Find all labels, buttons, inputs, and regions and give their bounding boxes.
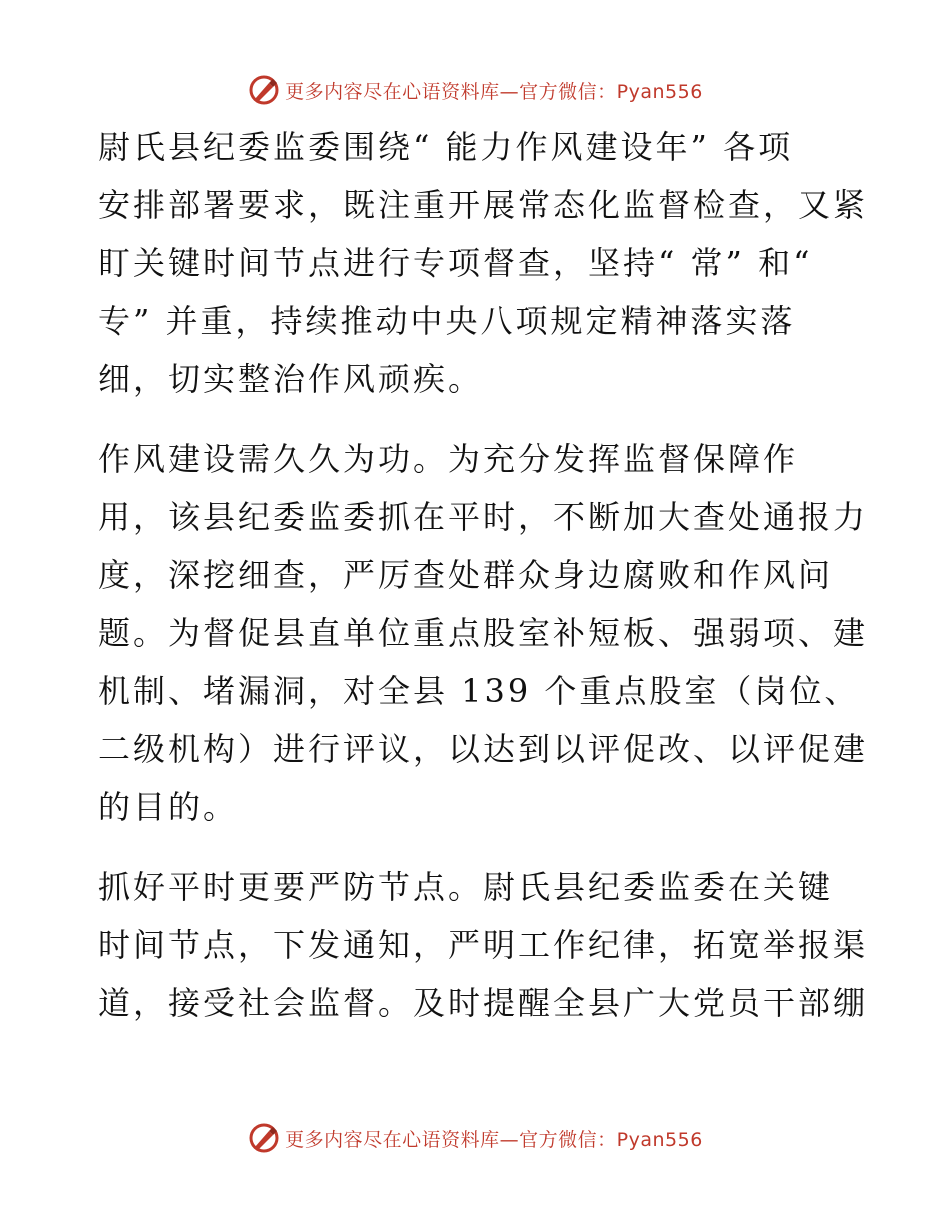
paragraph-1 — [98, 118, 869, 408]
text-line: 机制、堵漏洞，对全县 139 个重点股室（岗位、 — [98, 672, 860, 710]
paragraph-3 — [98, 858, 869, 1032]
header-banner-text — [285, 77, 703, 104]
header-banner-wechat: Pyan556 — [616, 80, 703, 103]
pen-logo-icon — [247, 1121, 281, 1155]
text-line: 作风建设需久久为功。为充分发挥监督保障作 — [98, 440, 799, 478]
header-banner — [0, 70, 950, 110]
paragraph-2 — [98, 430, 869, 836]
text-line: 用，该县纪委监委抓在平时，不断加大查处通报力 — [98, 498, 869, 536]
text-line: 二级机构）进行评议，以达到以评促改、以评促建 — [98, 730, 869, 768]
text-line: 尉氏县纪委监委围绕“ 能力作风建设年” 各项 — [98, 128, 794, 166]
article-body — [98, 118, 869, 1054]
header-banner-label: 更多内容尽在心语资料库—官方微信： — [285, 80, 617, 103]
text-line: 抓好平时更要严防节点。尉氏县纪委监委在关键 — [98, 868, 834, 906]
footer-banner-label: 更多内容尽在心语资料库—官方微信： — [285, 1128, 617, 1151]
text-line: 的目的。 — [98, 788, 239, 826]
text-line: 题。为督促县直单位重点股室补短板、强弱项、建 — [98, 614, 869, 652]
footer-banner-text — [285, 1125, 703, 1152]
text-line: 度，深挖细查，严厉查处群众身边腐败和作风问 — [98, 556, 834, 594]
footer-banner — [0, 1118, 950, 1158]
text-line: 专” 并重，持续推动中央八项规定精神落实落 — [98, 302, 796, 340]
text-line: 盯关键时间节点进行专项督查，坚持“ 常” 和“ — [98, 244, 813, 282]
text-line: 细，切实整治作风顽疾。 — [98, 360, 484, 398]
header-banner-inner — [247, 73, 703, 107]
text-line: 安排部署要求，既注重开展常态化监督检查，又紧 — [98, 186, 869, 224]
text-line: 道，接受社会监督。及时提醒全县广大党员干部绷 — [98, 984, 869, 1022]
text-line: 时间节点，下发通知，严明工作纪律，拓宽举报渠 — [98, 926, 869, 964]
footer-banner-inner — [247, 1121, 703, 1155]
footer-banner-wechat: Pyan556 — [616, 1128, 703, 1151]
pen-logo-icon — [247, 73, 281, 107]
